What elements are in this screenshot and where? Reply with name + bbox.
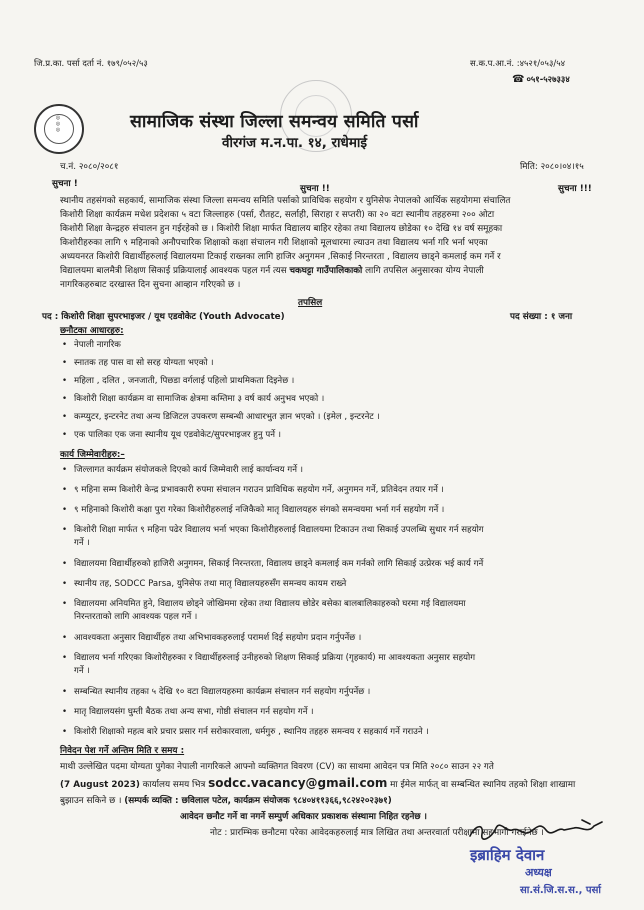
intro-line-5: अध्ययनरत किशोरी विद्यार्थीहरुलाई विद्यालयमा टिकाई राख्नका लागि हाजिर अनुगमन ,सिकाई निरन्तरता , विद्यालय छाड्ने कमलाई कम गर्ने र — [60, 252, 501, 262]
duty-item: • ९ महिनाको किशोरी कक्षा पुरा गरेका किशोरीहरुलाई नजिकैको मातृ विद्यालयहरु संगको समन्वयमा भर्ना गर्न सहयोग गर्ने । — [62, 505, 445, 515]
duty-item: • किशोरी शिक्षा मार्फत ९ महिना पढेर विद्यालय भर्ना भएका किशोरीहरुलाई विद्यालयमा टिकाउन तथा सिकाई उपलब्धि सुधार गर्न सहयोग गर्ने । — [62, 525, 484, 548]
phone-icon: ☎ — [512, 74, 525, 85]
duty-item: • किशोरी शिक्षाको महत्व बारे प्रचार प्रसार गर्न सरोकारवाला, धर्मगुरु , स्थानिय तहहरु समन्वय र सहकार्य गर्ने गराउने । — [62, 727, 429, 737]
duty-item: • विद्यालयमा अनियमित हुने, विद्यालय छोड्ने जोखिममा रहेका तथा विद्यालय छोडेर बसेका बालबालिकाहरुको घरमा गई विद्यालयमा निरन्तरताको लागि आवश्यक पहल गर्ने । — [62, 599, 466, 622]
intro-line-3: किशोरी शिक्षा केन्द्रहरु संचालन हुन गईरहेको छ । किशोरी शिक्षा मार्फत विद्यालय बाहिर रहेका तथा विद्यालय छोडेका १० देखि १४ वर्ष समूहका — [60, 224, 503, 234]
application-date-en: (7 August 2023) — [60, 780, 140, 790]
sakapa-number: स.क.प.आ.नं. :४५२१/०५३/५४ — [470, 59, 566, 69]
reference-number: च.नं. २०८०/२०८१ — [60, 162, 119, 172]
duty-item: • आवश्यकता अनुसार विद्यार्थीहरु तथा अभिभावकहरुलाई परामर्श दिई सहयोग प्रदान गर्नुपर्नेछ । — [62, 633, 362, 643]
registration-number: जि.प्र.का. पर्सा दर्ता नं. १७९/०५२/५३ — [34, 59, 148, 69]
intro-line-6 — [60, 264, 484, 276]
signatory-org: सा.सं.जि.स.स., पर्सा — [520, 885, 601, 896]
intro-line-2: किशोरी शिक्षा कार्यक्रम मधेश प्रदेशका ५ वटा जिल्लाहरु (पर्सा, रौतहट, सर्लाही, सिराहा र सप्तरी) का २० वटा स्थानीय तहहरुमा २०० ओटा — [60, 210, 495, 220]
intro-line-4: किशोरीहरुका लागि ९ महिनाको अनौपचारिक शिक्षाको कक्षा संचालन गरी शिक्षाको मूलधारमा ल्याउन तथा विद्यालय भर्ना गरि भर्ना भएका — [60, 238, 488, 248]
post-count: पद संख्या : १ जना — [510, 312, 573, 322]
criteria-heading: छनौटका आधारहरु: — [60, 326, 124, 336]
tapsil-heading: तपसिल — [298, 298, 323, 308]
logo-seal-icon: ◎◎◎ — [55, 115, 61, 133]
position-label: पद : किशोरी शिक्षा सुपरभाइजर / यूथ एडवोकेट (Youth Advocate) — [42, 312, 285, 322]
application-line-3 — [60, 794, 392, 806]
application-line-2-mid: कार्यालय समय भित्र — [142, 780, 206, 790]
intro-line-7: नागरिकहरुबाट दरखास्त दिन सुचना आव्हान गरिएको छ । — [60, 280, 241, 290]
intro-line-6-start: विद्यालयमा बालमैत्री शिक्षण सिकाई प्रक्रियालाई आवश्यक पहल गर्न त्यस — [60, 266, 287, 276]
criteria-item: • किशोरी शिक्षा कार्यक्रम वा सामाजिक क्षेत्रमा कम्तिमा ३ वर्ष कार्य अनुभव भएको । — [62, 394, 325, 404]
notice-center: सुचना !! — [300, 184, 330, 194]
duty-item: • स्थानीय तह, SODCC Parsa, युनिसेफ तथा मातृ विद्यालयहरुसँग समन्वय कायम राख्ने — [62, 579, 347, 589]
application-line-2 — [60, 776, 575, 790]
criteria-item: • एक पालिका एक जना स्थानीय यूथ एडवोकेट/सुपरभाइजर हुनु पर्ने । — [62, 430, 281, 440]
org-name: सामाजिक संस्था जिल्ला समन्वय समिति पर्सा — [130, 112, 419, 132]
notice-left: सुचना ! — [52, 179, 78, 189]
duty-item: • जिल्लागत कार्यक्रम संयोजकले दिएको कार्य जिम्मेवारी लाई कार्यान्वय गर्ने । — [62, 465, 303, 475]
signatory-name: इब्राहिम देवान — [470, 846, 545, 864]
intro-line-6-tail: लागि तपसिल अनुसारका योग्य नेपाली — [365, 266, 484, 276]
document-date: मिति: २०८०।०४।१५ — [520, 162, 584, 172]
notice-right: सुचना !!! — [558, 184, 592, 194]
org-address: वीरगंज म.न.पा. १४, राधेमाई — [222, 135, 368, 151]
application-email[interactable]: sodcc.vacancy@gmail.com — [208, 776, 388, 790]
duty-item: • मातृ विद्यालयसंग घुम्ती बैठक तथा अन्य सभा, गोष्ठी संचालन गर्न सहयोग गर्ने । — [62, 707, 314, 717]
handwritten-signature — [462, 818, 632, 844]
note-text: नोट : प्रारम्भिक छनौटमा परेका आवेदकहरुलाई मात्र लिखित तथा अन्तरवार्ता परीक्षामा सहभागी गराईनेछ । — [210, 828, 544, 838]
duty-item: • सम्बन्धित स्थानीय तहका ५ देखि १० वटा विद्यालयहरुमा कार्यक्रम संचालन गर्न सहयोग गर्नुपर्नेछ । — [62, 687, 371, 697]
application-heading: निवेदन पेश गर्ने अन्तिम मिति र समय : — [60, 746, 185, 756]
criteria-item: • महिला , दलित , जनजाती, पिछडा वर्गलाई पहिलो प्राथमिकता दिइनेछ । — [62, 376, 295, 386]
duty-item: • विद्यालयमा विद्यार्थीहरुको हाजिरी अनुगमन, सिकाई निरन्तरता, विद्यालय छाड्ने कमलाई कम गर्नको लागि सिकाई उत्प्रेरक भई कार्य गर्ने — [62, 559, 484, 569]
intro-municipality: चकघट्टा गाउँपालिकाको — [289, 266, 363, 276]
phone-line — [512, 74, 570, 85]
org-logo — [34, 104, 84, 154]
duty-item: • ९ महिना सम्म किशोरी केन्द्र प्रभावकारी रुपमा संचालन गराउन प्राविधिक सहयोग गर्ने, अनुगमन गर्ने, प्रतिवेदन तयार गर्ने । — [62, 485, 444, 495]
criteria-item: • स्नातक तह पास वा सो सरह योग्यता भएको । — [62, 358, 214, 368]
duties-heading: कार्य जिम्मेवारीहरु:– — [60, 450, 125, 460]
rights-statement: आवेदन छनौट गर्ने वा नगर्ने सम्पुर्ण अधिकार प्रकाशक संस्थामा निहित रहनेछ । — [180, 812, 427, 822]
application-line-2-tail: मा ईमेल मार्फत् वा सम्बन्धित स्थानिय तहको शिक्षा शाखामा — [390, 780, 576, 790]
application-line-3-start: बुझाउन सकिने छ । — [60, 796, 122, 806]
application-line-1: माथी उल्लेखित पदमा योग्यता पुगेका नेपाली नागरिकले आफ्नो व्यक्तिगत विवरण (CV) का साथमा आवेदन पत्र मिति २०८० साउन २२ गते — [60, 762, 494, 772]
duty-item: • विद्यालय भर्ना गरिएका किशोरीहरुका र विद्यार्थीहरुलाई उनीहरुको शिक्षण सिकाई प्रक्रिया (गृहकार्य) मा आवश्यकता अनुसार सहयोग गर्ने । — [62, 653, 476, 676]
phone-number: ०५१-५२७३३४ — [526, 75, 570, 85]
criteria-item: • कम्प्युटर, इन्टरनेट तथा अन्य डिजिटल उपकरण सम्बन्धी आधारभुत ज्ञान भएको । (इमेल , इन्टरनेट । — [62, 412, 380, 422]
criteria-item: • नेपाली नागरिक — [62, 340, 121, 350]
contact-person: (सम्पर्क व्यक्ति : छविलाल पटेल, कार्यक्रम संयोजक ९८४०४११३६६,९८२४२०२३७१) — [124, 796, 392, 806]
signatory-title: अध्यक्ष — [525, 866, 552, 879]
intro-line-1: स्थानीय तहसंगको सहकार्य, सामाजिक संस्था जिल्ला समन्वय समिति पर्साको प्राविधिक सहयोग र युनिसेफ नेपालको आर्थिक सहयोगमा संचालित — [60, 196, 511, 206]
